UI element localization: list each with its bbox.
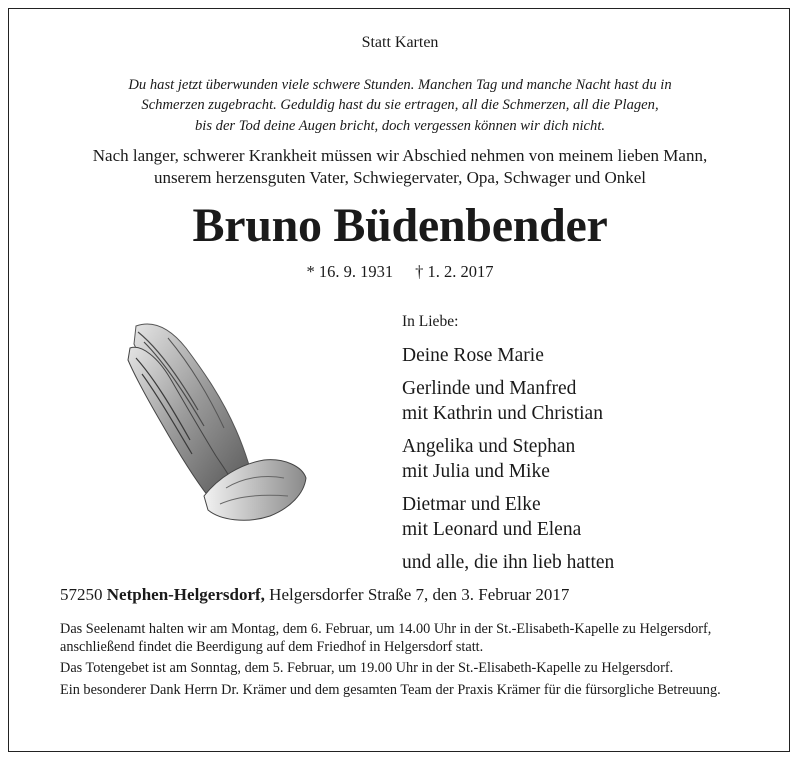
family-line: mit Kathrin und Christian	[402, 403, 603, 424]
family-line: Dietmar und Elke	[402, 494, 541, 515]
family-entry	[402, 376, 614, 426]
family-entry	[402, 492, 614, 542]
intro-line: unserem herzensguten Vater, Schwiegervater, Opa, Schwager und Onkel	[153, 167, 647, 187]
intro-text	[0, 145, 800, 188]
statt-karten-label: Statt Karten	[361, 34, 439, 51]
deceased-name: Bruno Büdenbender	[192, 199, 608, 252]
family-list	[402, 313, 614, 583]
family-entry	[402, 434, 614, 484]
poem	[0, 75, 800, 136]
family-line: mit Leonard und Elena	[402, 519, 582, 540]
death-date: † 1. 2. 2017	[415, 262, 494, 281]
birth-date: * 16. 9. 1931	[306, 262, 394, 281]
family-line: Deine Rose Marie	[402, 345, 544, 366]
service-notes	[60, 621, 750, 703]
life-dates	[0, 262, 800, 282]
note-paragraph: Das Seelenamt halten wir am Montag, dem 6. Februar, um 14.00 Uhr in der St.-Elisabeth-Kapelle zu Helgersdorf, anschließend findet die Beerdigung auf dem Friedhof in Helgersdorf statt.	[60, 621, 712, 655]
family-line: Gerlinde und Manfred	[402, 378, 577, 399]
family-line: Angelika und Stephan	[402, 436, 576, 457]
town-name: Netphen-Helgersdorf,	[106, 585, 265, 604]
poem-line: Schmerzen zugebracht. Geduldig hast du sie ertragen, all die Schmerzen, all die Plagen,	[141, 97, 659, 114]
family-entry	[402, 343, 614, 368]
in-love-heading: In Liebe:	[402, 313, 459, 330]
praying-hands-icon	[108, 318, 308, 526]
address-line	[60, 585, 569, 605]
postal-code: 57250	[60, 585, 103, 604]
intro-line: Nach langer, schwerer Krankheit müssen wir Abschied nehmen von meinem lieben Mann,	[92, 146, 708, 165]
note-paragraph: Das Totengebet ist am Sonntag, dem 5. Februar, um 19.00 Uhr in der St.-Elisabeth-Kapelle zu Helgersdorf.	[60, 660, 674, 677]
family-line: mit Julia und Mike	[402, 461, 550, 482]
street-and-date: Helgersdorfer Straße 7, den 3. Februar 2017	[269, 585, 570, 604]
note-paragraph: Ein besonderer Dank Herrn Dr. Krämer und dem gesamten Team der Praxis Krämer für die fürsorgliche Betreuung.	[60, 681, 721, 698]
poem-line: Du hast jetzt überwunden viele schwere Stunden. Manchen Tag und manche Nacht hast du in	[128, 77, 672, 93]
poem-line: bis der Tod deine Augen bricht, doch vergessen können wir dich nicht.	[194, 117, 606, 134]
family-line: und alle, die ihn lieb hatten	[402, 552, 615, 573]
family-entry	[402, 550, 614, 575]
